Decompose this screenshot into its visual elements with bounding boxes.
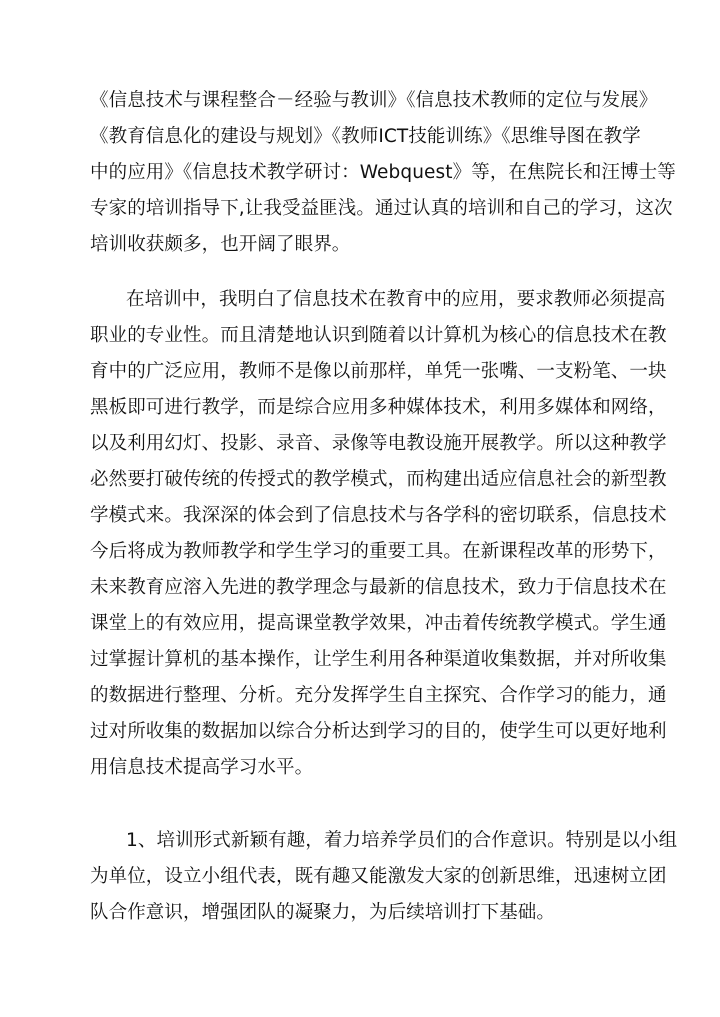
text-line-4: 专家的培训指导下,让我受益匪浅。通过认真的培训和自己的学习，这次	[90, 198, 673, 219]
text-line-18: 过对所收集的数据加以综合分析达到学习的目的，使学生可以更好地利	[90, 721, 667, 742]
text-line-8: 育中的广泛应用，教师不是像以前那样，单凭一张嘴、一支粉笔、一块	[90, 361, 667, 382]
text-line-6: 在培训中，我明白了信息技术在教育中的应用，要求教师必须提高	[126, 289, 666, 310]
text-line-9: 黑板即可进行教学，而是综合应用多种媒体技术，利用多媒体和网络，	[90, 397, 667, 418]
text-line-19: 用信息技术提高学习水平。	[90, 757, 314, 778]
text-line-3: 中的应用》《信息技术教学研讨：Webquest》等，在焦院长和汪博士等	[90, 162, 676, 183]
text-line-7: 职业的专业性。而且清楚地认识到随着以计算机为核心的信息技术在教	[90, 325, 667, 346]
text-line-5: 培训收获颇多，也开阔了眼界。	[90, 234, 351, 255]
text-line-21: 为单位，设立小组代表，既有趣又能激发大家的创新思维，迅速树立团	[90, 866, 667, 887]
text-line-10: 以及利用幻灯、投影、录音、录像等电教设施开展教学。所以这种教学	[90, 433, 667, 454]
text-line-15: 课堂上的有效应用，提高课堂教学效果，冲击着传统教学模式。学生通	[90, 613, 667, 634]
text-line-2: 《教育信息化的建设与规划》《教师ICT技能训练》《思维导图在教学	[90, 126, 641, 147]
text-line-20: 1、培训形式新颖有趣，着力培养学员们的合作意识。特别是以小组	[126, 830, 678, 851]
text-line-22: 队合作意识，增强团队的凝聚力，为后续培训打下基础。	[90, 902, 556, 923]
text-line-1: 《信息技术与课程整合－经验与教训》《信息技术教师的定位与发展》	[90, 90, 658, 111]
text-line-11: 必然要打破传统的传授式的教学模式，而构建出适应信息社会的新型教	[90, 469, 667, 490]
text-line-13: 今后将成为教师教学和学生学习的重要工具。在新课程改革的形势下，	[90, 541, 667, 562]
text-line-12: 学模式来。我深深的体会到了信息技术与各学科的密切联系，信息技术	[90, 505, 667, 526]
text-line-14: 未来教育应溶入先进的教学理念与最新的信息技术，致力于信息技术在	[90, 577, 667, 598]
text-line-17: 的数据进行整理、分析。充分发挥学生自主探究、合作学习的能力，通	[90, 685, 667, 706]
text-line-16: 过掌握计算机的基本操作，让学生利用各种渠道收集数据，并对所收集	[90, 649, 667, 670]
